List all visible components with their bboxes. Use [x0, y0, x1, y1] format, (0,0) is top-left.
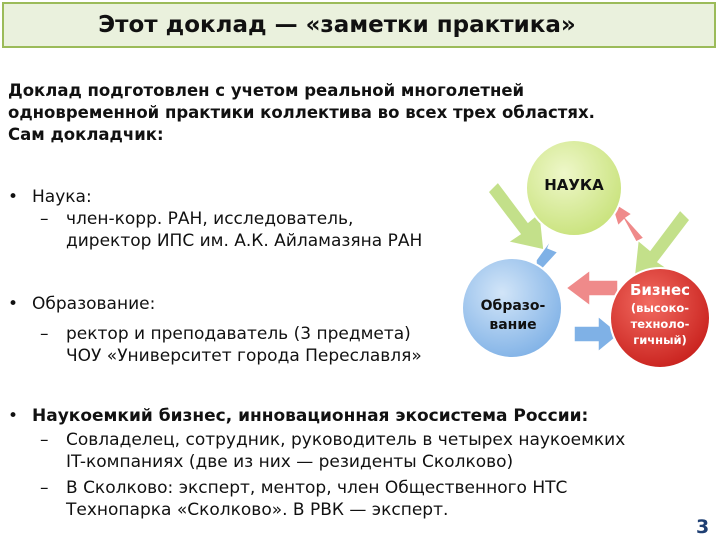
bullet-icon: •: [8, 294, 19, 314]
sub-line: директор ИПС им. А.К. Айламазяна РАН: [66, 231, 423, 251]
sub-line: ЧОУ «Университет города Переславля»: [66, 346, 422, 366]
title-bar: [2, 2, 716, 48]
bullet-label: Наука:: [32, 187, 92, 207]
bullet-science: [8, 186, 478, 252]
intro-line: Сам докладчик:: [8, 125, 164, 144]
education-label: [470, 297, 556, 335]
education-label-line: вание: [489, 317, 537, 333]
business-title: Бизнес: [629, 281, 691, 299]
bullet-education: [8, 293, 478, 367]
dash-icon: –: [40, 478, 49, 498]
bullet-business: [8, 405, 708, 521]
dash-icon: –: [40, 209, 49, 229]
intro-line: одновременной практики коллектива во всех трех областях.: [8, 103, 595, 122]
sub-line: член-корр. РАН, исследователь,: [66, 209, 354, 229]
bullet-label: Образование:: [32, 294, 156, 314]
intro-line: Доклад подготовлен с учетом реальной многолетней: [8, 81, 525, 100]
sub-line: Совладелец, сотрудник, руководитель в четырех наукоемких: [66, 430, 626, 450]
sub-line: В Сколково: эксперт, ментор, член Общественного НТС: [66, 478, 568, 498]
business-line: гичный): [633, 333, 687, 347]
bullet-label: Наукоемкий бизнес, инновационная экосистема России:: [32, 406, 589, 426]
dash-icon: –: [40, 430, 49, 450]
business-line: (высоко-: [630, 301, 690, 315]
page-title: Этот доклад — «заметки практика»: [98, 12, 576, 38]
bullet-icon: •: [8, 406, 19, 426]
dash-icon: –: [40, 324, 49, 344]
page-number: 3: [696, 516, 710, 538]
sub-line: IT-компаниях (две из них — резиденты Сколково): [66, 452, 514, 472]
sub-line: ректор и преподаватель (3 предмета): [66, 324, 411, 344]
business-label: [616, 280, 704, 348]
arrow-red-left: [566, 270, 618, 306]
bullet-icon: •: [8, 187, 19, 207]
triad-diagram: [440, 130, 720, 390]
sub-line: Технопарка «Сколково». В РВК — эксперт.: [66, 500, 449, 520]
business-line: техноло-: [630, 317, 690, 331]
education-label-line: Образо-: [480, 298, 546, 314]
science-label: НАУКА: [544, 176, 604, 194]
